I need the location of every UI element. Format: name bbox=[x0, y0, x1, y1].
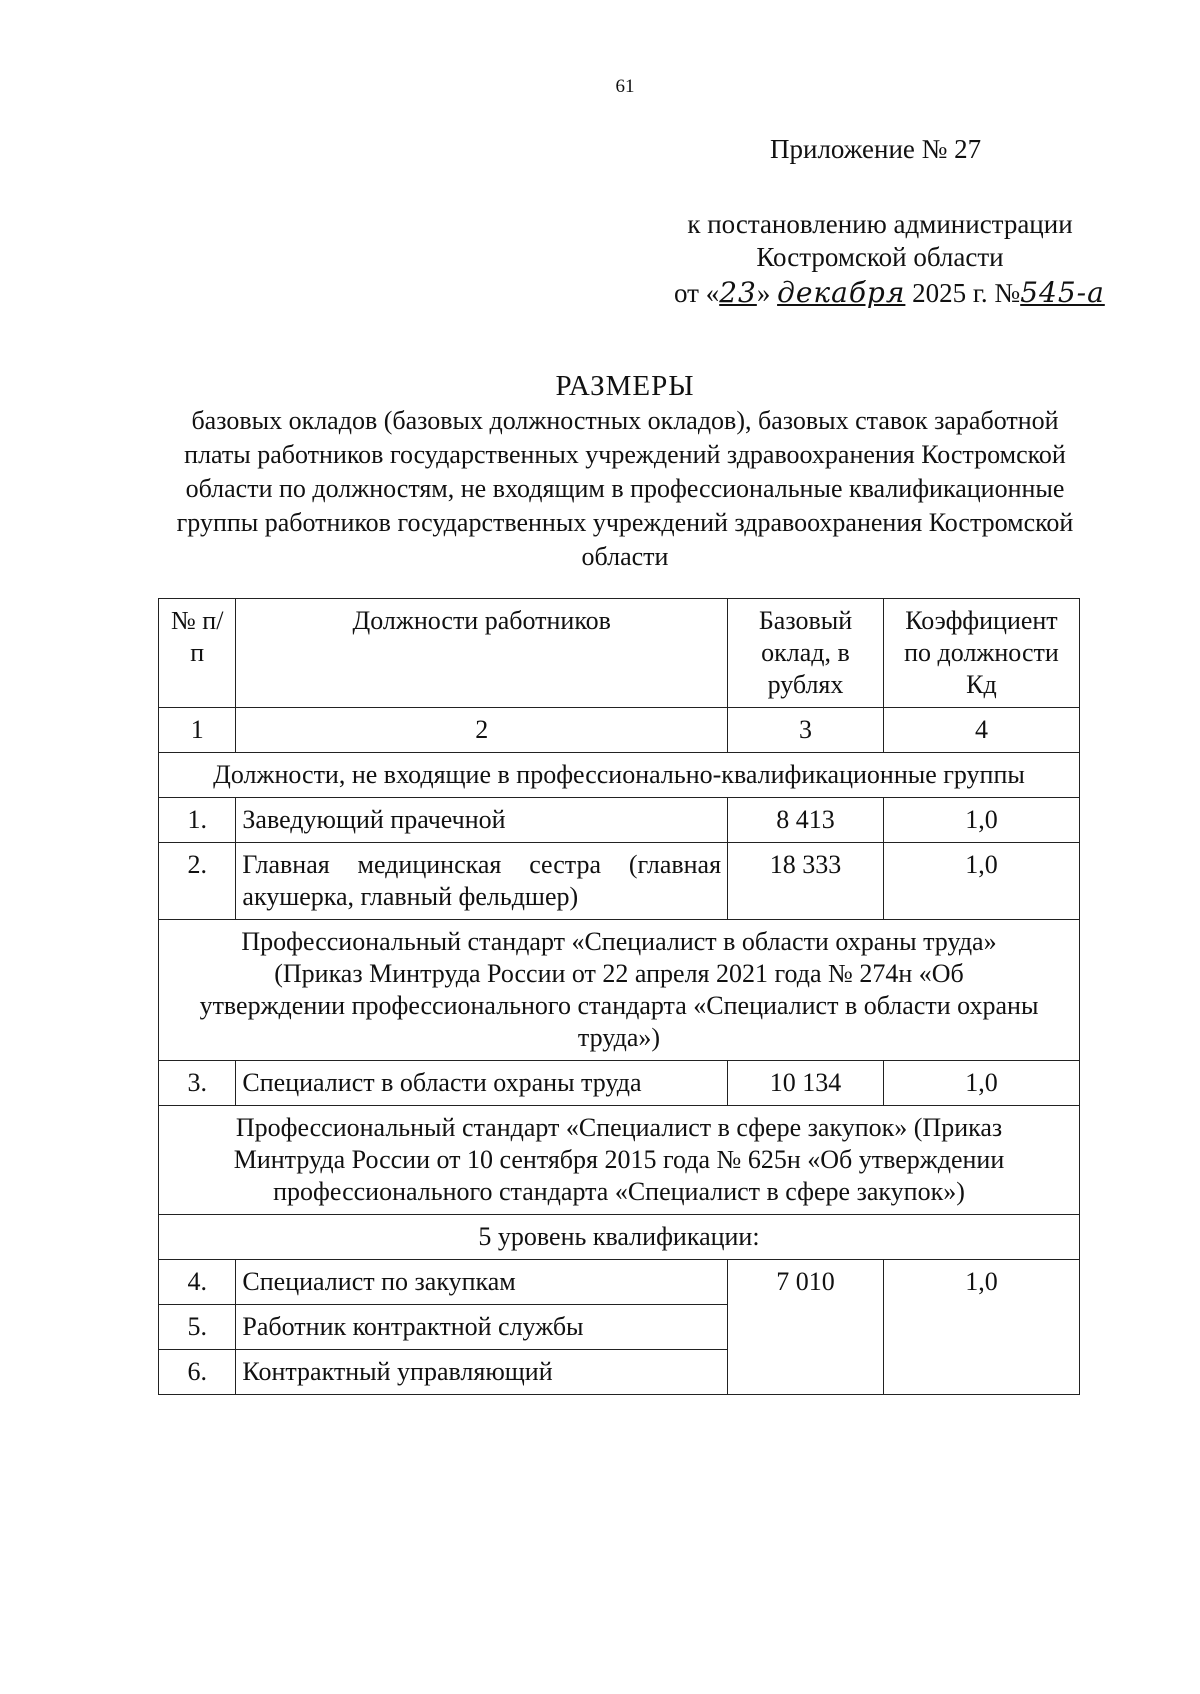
col-num-1: 1 bbox=[159, 708, 236, 753]
row-salary: 8 413 bbox=[728, 798, 884, 843]
subsection-3-heading: 5 уровень квалификации: bbox=[159, 1215, 1080, 1260]
header-salary: Базовый оклад, в рублях bbox=[728, 599, 884, 708]
row-number: 3. bbox=[159, 1061, 236, 1106]
decree-reference bbox=[660, 208, 1100, 274]
section-row bbox=[159, 1106, 1080, 1215]
table-row bbox=[159, 843, 1080, 920]
section-row bbox=[159, 920, 1080, 1061]
header-position: Должности работников bbox=[236, 599, 728, 708]
decree-line-1: к постановлению администрации bbox=[687, 209, 1073, 239]
row-coefficient: 1,0 bbox=[883, 1061, 1079, 1106]
decree-prefix: от « bbox=[674, 278, 720, 308]
decree-day-handwritten: 23 bbox=[719, 276, 757, 309]
section-3-heading: Профессиональный стандарт «Специалист в сфере закупок» (Приказ Минтруда России от 10 сентября 2015 года № 625н «Об утверждении профессионального стандарта «Специалист в сфере закупок») bbox=[159, 1106, 1080, 1215]
header-number: № п/п bbox=[159, 599, 236, 708]
row-salary-merged: 7 010 bbox=[728, 1260, 884, 1395]
row-position: Главная медицинская сестра (главная акушерка, главный фельдшер) bbox=[236, 843, 728, 920]
document-subtitle: базовых окладов (базовых должностных окладов), базовых ставок заработной платы работников государственных учреждений здравоохранения Костромской области по должностям, не входящим в профессиональные квалификационные группы работников государственных учреждений здравоохранения Костромской области bbox=[176, 406, 1074, 571]
salary-table bbox=[158, 598, 1080, 1395]
table-header-row bbox=[159, 599, 1080, 708]
header-coefficient: Коэффициент по должности Кд bbox=[883, 599, 1079, 708]
row-position: Работник контрактной службы bbox=[236, 1305, 728, 1350]
col-num-3: 3 bbox=[728, 708, 884, 753]
row-position: Специалист в области охраны труда bbox=[236, 1061, 728, 1106]
col-num-2: 2 bbox=[236, 708, 728, 753]
section-2-heading: Профессиональный стандарт «Специалист в области охраны труда» (Приказ Минтруда России от 22 апреля 2021 года № 274н «Об утверждении профессионального стандарта «Специалист в области охраны труда») bbox=[159, 920, 1080, 1061]
appendix-label: Приложение № 27 bbox=[770, 134, 982, 164]
row-salary: 10 134 bbox=[728, 1061, 884, 1106]
row-position: Контрактный управляющий bbox=[236, 1350, 728, 1395]
decree-date-line bbox=[674, 276, 1105, 309]
row-number: 1. bbox=[159, 798, 236, 843]
decree-month-handwritten: декабря bbox=[777, 276, 906, 309]
subsection-row bbox=[159, 1215, 1080, 1260]
table-row bbox=[159, 1260, 1080, 1305]
section-row bbox=[159, 753, 1080, 798]
decree-line-2: Костромской области bbox=[756, 242, 1004, 272]
row-number: 6. bbox=[159, 1350, 236, 1395]
row-number: 2. bbox=[159, 843, 236, 920]
row-salary: 18 333 bbox=[728, 843, 884, 920]
row-coefficient: 1,0 bbox=[883, 798, 1079, 843]
table-row bbox=[159, 1061, 1080, 1106]
document-title: РАЗМЕРЫ bbox=[555, 370, 695, 402]
decree-mid: » bbox=[756, 278, 771, 308]
column-number-row bbox=[159, 708, 1080, 753]
page-number: 61 bbox=[615, 76, 635, 97]
row-position: Специалист по закупкам bbox=[236, 1260, 728, 1305]
decree-number-handwritten: 545-а bbox=[1020, 276, 1105, 309]
decree-year: 2025 г. № bbox=[912, 278, 1021, 308]
table-row bbox=[159, 798, 1080, 843]
row-coefficient-merged: 1,0 bbox=[883, 1260, 1079, 1395]
col-num-4: 4 bbox=[883, 708, 1079, 753]
section-1-heading: Должности, не входящие в профессионально-квалификационные группы bbox=[159, 753, 1080, 798]
row-number: 4. bbox=[159, 1260, 236, 1305]
row-position: Заведующий прачечной bbox=[236, 798, 728, 843]
row-number: 5. bbox=[159, 1305, 236, 1350]
row-coefficient: 1,0 bbox=[883, 843, 1079, 920]
